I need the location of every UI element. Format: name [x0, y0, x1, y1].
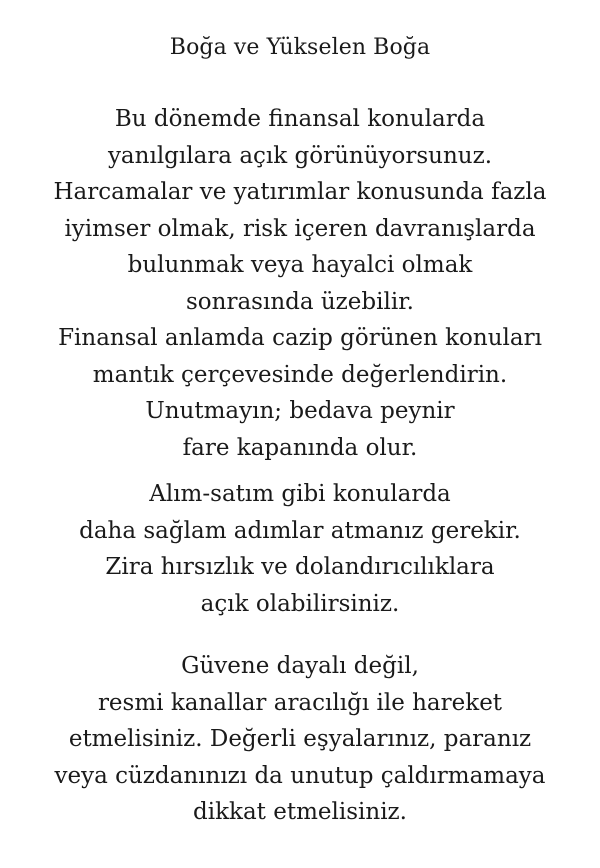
page-title: Boğa ve Yükselen Boğa — [169, 35, 431, 60]
paragraph-line: veya cüzdanınızı da unutup çaldırmamaya — [54, 762, 546, 789]
paragraph-line: Güvene dayalı değil, — [181, 653, 419, 679]
paragraph-line: açık olabilirsiniz. — [200, 590, 400, 617]
paragraph-trust — [0, 648, 600, 831]
paragraph-line: Alım-satım gibi konularda — [149, 481, 451, 507]
paragraph-line: Unutmayın; bedava peynir — [145, 398, 455, 424]
paragraph-line: iyimser olmak, risk içeren davranışlarda — [64, 215, 536, 242]
paragraph-line: fare kapanında olur. — [182, 434, 418, 461]
paragraph-line: resmi kanallar aracılığı ile hareket — [97, 689, 503, 716]
paragraph-line: sonrasında üzebilir. — [185, 288, 414, 315]
paragraph-line: Harcamalar ve yatırımlar konusunda fazla — [53, 179, 547, 205]
paragraph-line: bulunmak veya hayalci olmak — [127, 252, 473, 278]
paragraph-line: Finansal anlamda cazip görünen konuları — [58, 325, 542, 351]
paragraph-line: Bu dönemde finansal konularda — [114, 106, 486, 132]
paragraph-trade — [0, 476, 600, 622]
paragraph-line: etmelisiniz. Değerli eşyalarınız, paranız — [68, 726, 532, 752]
paragraph-line: mantık çerçevesinde değerlendirin. — [92, 361, 508, 388]
paragraph-line: dikkat etmelisiniz. — [193, 799, 407, 825]
paragraph-line: yanılgılara açık görünüyorsunuz. — [107, 142, 493, 169]
paragraph-line: Zira hırsızlık ve dolandırıcılıklara — [105, 554, 495, 580]
paragraph-line: daha sağlam adımlar atmanız gerekir. — [79, 517, 521, 544]
paragraph-finance — [0, 101, 600, 466]
